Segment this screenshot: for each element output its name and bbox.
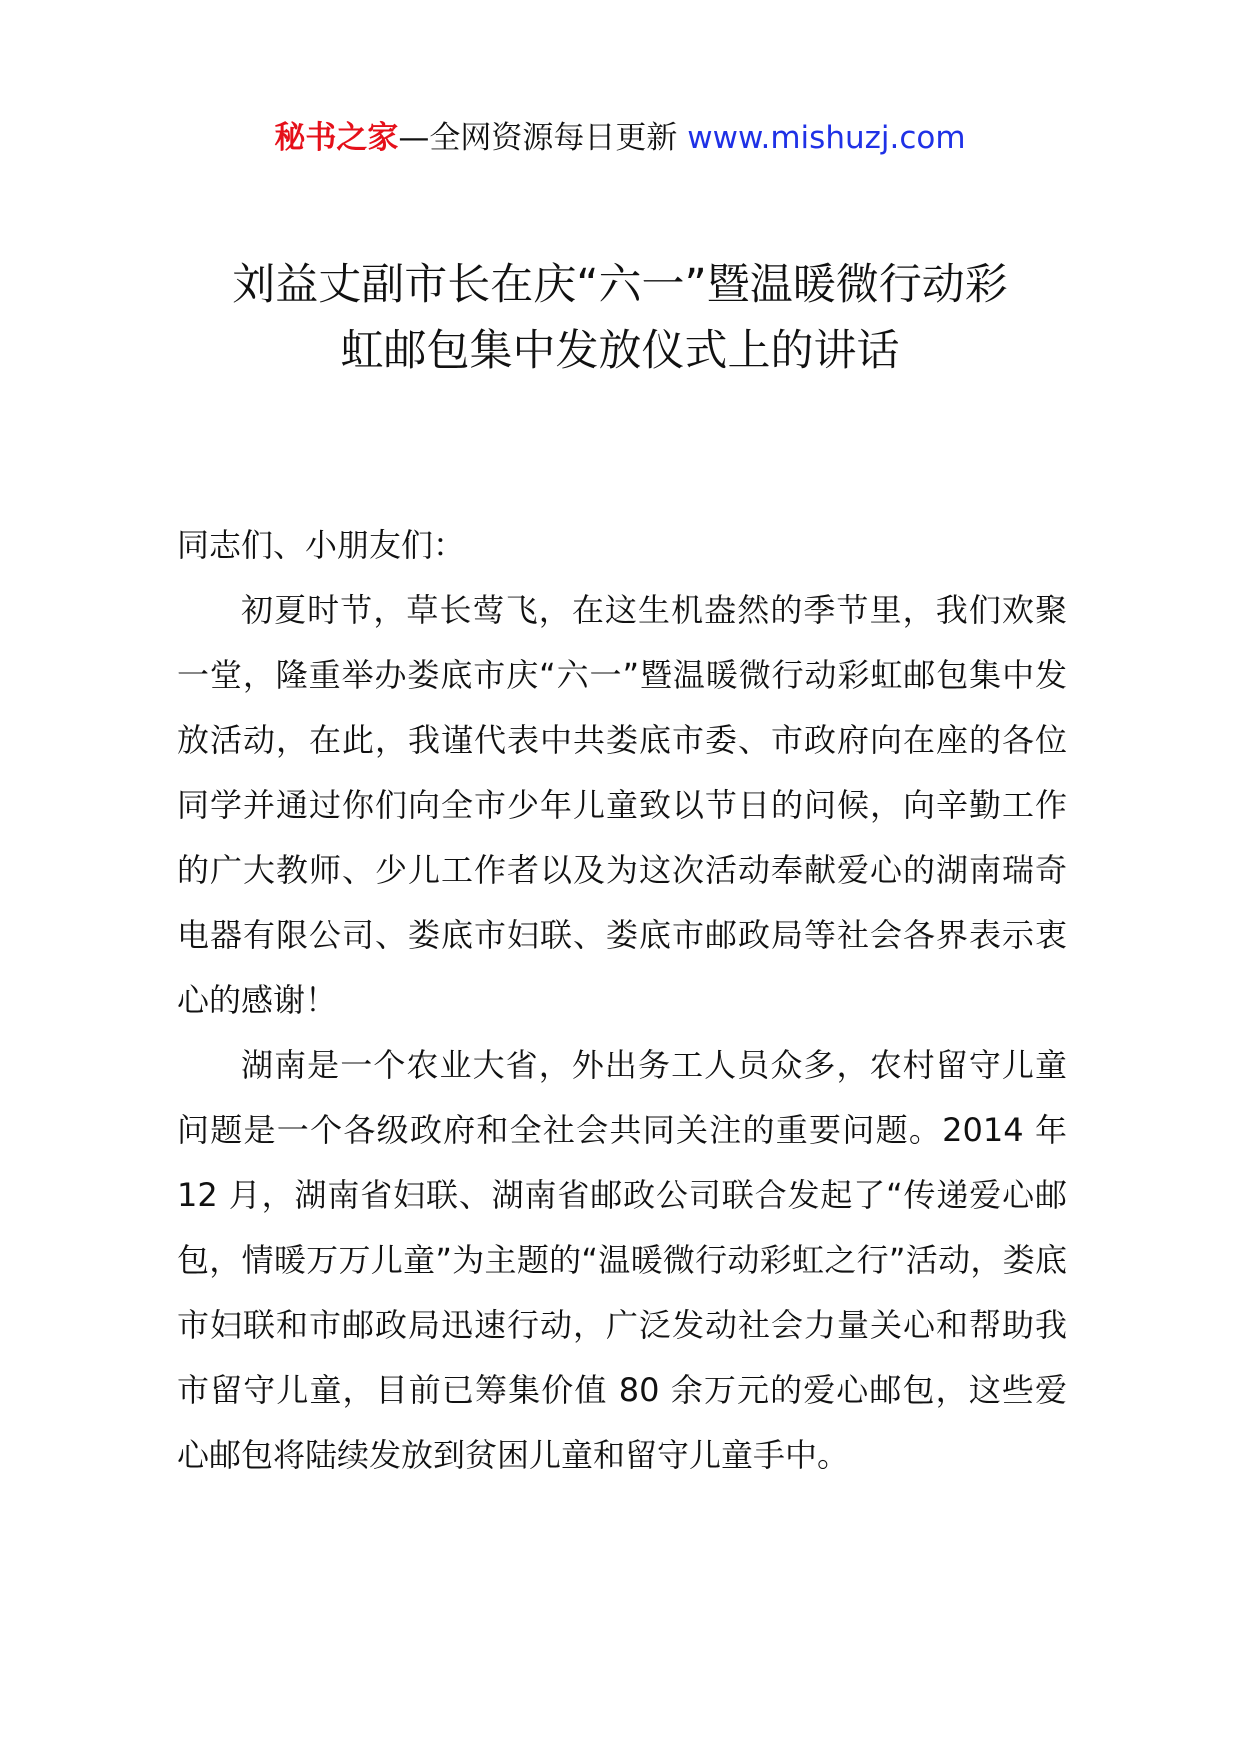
paragraph-1: 初夏时节，草长莺飞，在这生机盎然的季节里，我们欢聚一堂，隆重举办娄底市庆“六一”暨温暖微行动彩虹邮包集中发放活动，在此，我谨代表中共娄底市委、市政府向在座的各位同学并通过你们向全市少年儿童致以节日的问候，向辛勤工作的广大教师、少儿工作者以及为这次活动奉献爱心的湖南瑞奇电器有限公司、娄底市妇联、娄底市邮政局等社会各界表示衷心的感谢！ bbox=[177, 591, 1067, 1019]
site-brand: 秘书之家 bbox=[274, 120, 399, 156]
site-slogan: —全网资源每日更新 bbox=[398, 120, 678, 156]
document-body bbox=[177, 513, 1067, 1488]
site-header bbox=[0, 118, 1240, 158]
title-line-1: 刘益丈副市长在庆“六一”暨温暖微行动彩 bbox=[232, 260, 1008, 310]
salutation: 同志们、小朋友们： bbox=[177, 526, 466, 564]
document-title bbox=[160, 252, 1080, 384]
title-line-2: 虹邮包集中发放仪式上的讲话 bbox=[340, 326, 900, 376]
site-url-link[interactable]: www.mishuzj.com bbox=[687, 120, 966, 156]
paragraph-2: 湖南是一个农业大省，外出务工人员众多，农村留守儿童问题是一个各级政府和全社会共同关注的重要问题。2014 年 12 月，湖南省妇联、湖南省邮政公司联合发起了“传递爱心邮包，情暖万万儿童”为主题的“温暖微行动彩虹之行”活动，娄底市妇联和市邮政局迅速行动，广泛发动社会力量关心和帮助我市留守儿童，目前已筹集价值 80 余万元的爱心邮包，这些爱心邮包将陆续发放到贫困儿童和留守儿童手中。 bbox=[177, 1046, 1067, 1474]
